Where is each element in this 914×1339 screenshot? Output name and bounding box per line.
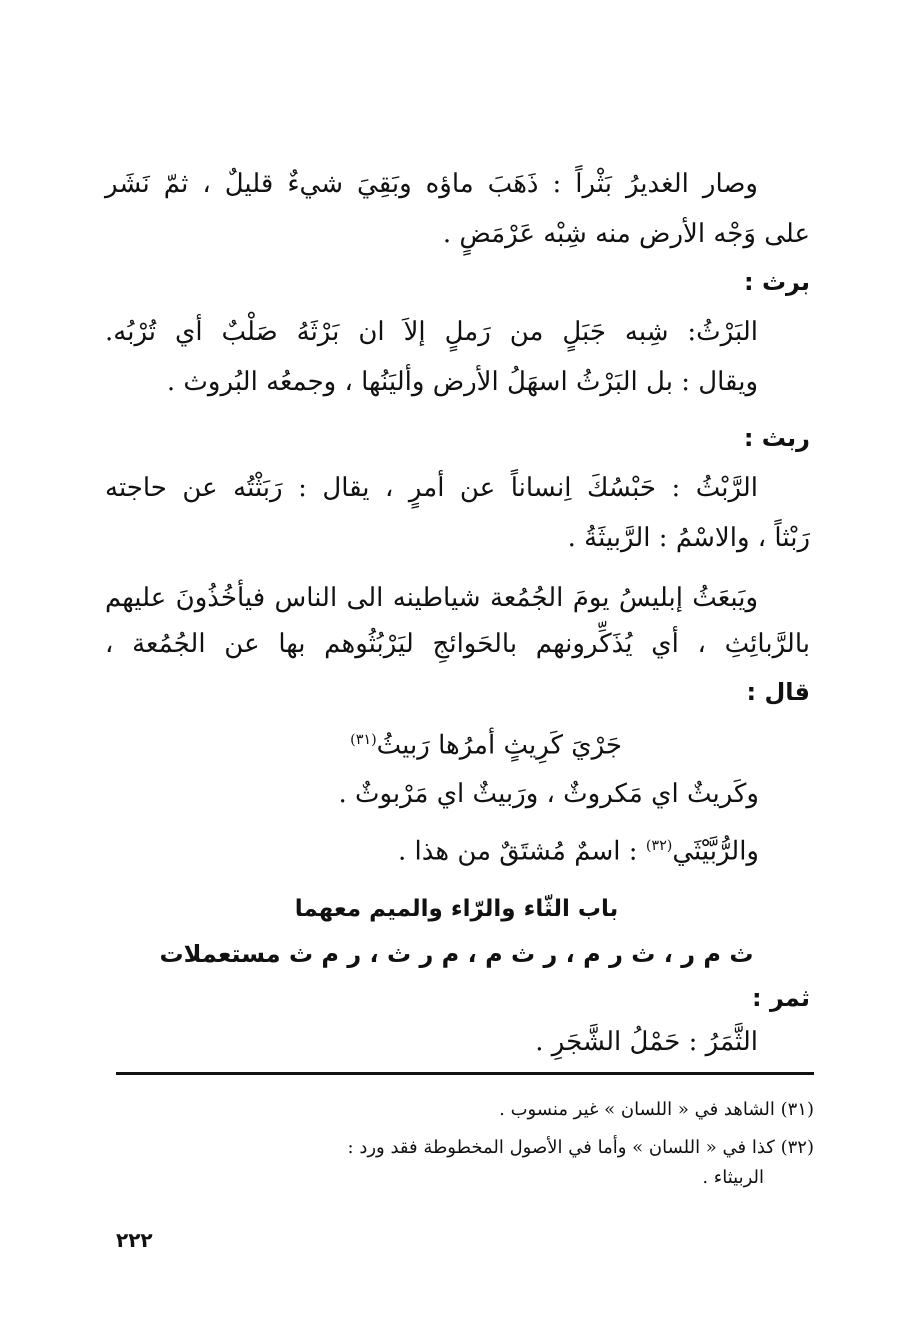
footnote-31: (٣١) الشاهد في « اللسان » غير منسوب . [499,1099,814,1120]
chapter-title: باب الثّاء والرّاء والميم معهما [294,896,619,922]
footnote-32: (٣٢) كذا في « اللسان » وأما في الأصول المخطوطة فقد ورد : [347,1137,814,1158]
paragraph-line: وكَريثٌ اي مَكروثٌ ، ورَبيثٌ اي مَرْبوثٌ . [338,779,759,809]
poetry-verse [350,720,622,766]
verse-text: جَرْيَ كَرِيثٍ أمرُها رَبيثُ [376,730,622,761]
entry-heading-rabath: ربث : [743,424,810,452]
paragraph-line [398,826,759,872]
paragraph-line: وصار الغديرُ بَثْراً : ذَهَبَ ماؤه وبَقِيَ شيءٌ قليلٌ ، ثمّ نَشَر [105,169,758,199]
paragraph-line: رَبْثاً ، والاسْمُ : الرَّبيثَةُ . [567,523,810,553]
paragraph-line: ويقال : بل البَرْثُ اسهَلُ الأرض وأليَنُها ، وجمعُه البُروث . [166,367,758,397]
entry-heading-thamar: ثمر : [752,984,810,1012]
paragraph-line: الرَّبْثُ : حَبْسُكَ اِنساناً عن أمرٍ ، يقال : رَبَثْتُه عن حاجته [105,473,758,503]
entry-heading-barath: برث : [743,268,810,296]
footnote-32-continued: الربيثاء . [702,1167,764,1188]
paragraph-line: بالرَّبائِثِ ، أي يُذَكِّرونهم بالحَوائجِ ليَرْبُثُوهم بها عن الجُمُعة ، [105,629,810,659]
footnote-ref-31: (٣١) [350,732,377,748]
footnote-ref-32: (٣٢) [645,838,673,854]
paragraph-line: ويَبعَثُ إبليسُ يومَ الجُمُعة شياطينه الى الناس فيأخُذُونَ عليهم [105,583,758,613]
footnote-divider [116,1072,814,1075]
chapter-subtitle: ث م ر ، ث ر م ، ر ث م ، م ر ث ، ر م ث مستعملات [159,940,754,968]
paragraph-line: البَرْثُ: شِبه جَبَلٍ من رَملٍ إلاَ ان بَرْثَهُ صَلْبٌ أي تُرْبُه. [105,317,758,347]
definition-text: : اسمٌ مُشتَقٌ من هذا . [397,836,646,867]
paragraph-line: الثَّمَرُ : حَمْلُ الشَّجَرِ . [535,1027,758,1057]
paragraph-line: على وَجْه الأرض منه شِبْه عَرْمَضٍ . [442,219,810,249]
page-number: ٢٢٢ [116,1228,153,1252]
qala-label: قال : [746,678,810,706]
term-text: والرُّبَّيْثَي [672,836,759,867]
